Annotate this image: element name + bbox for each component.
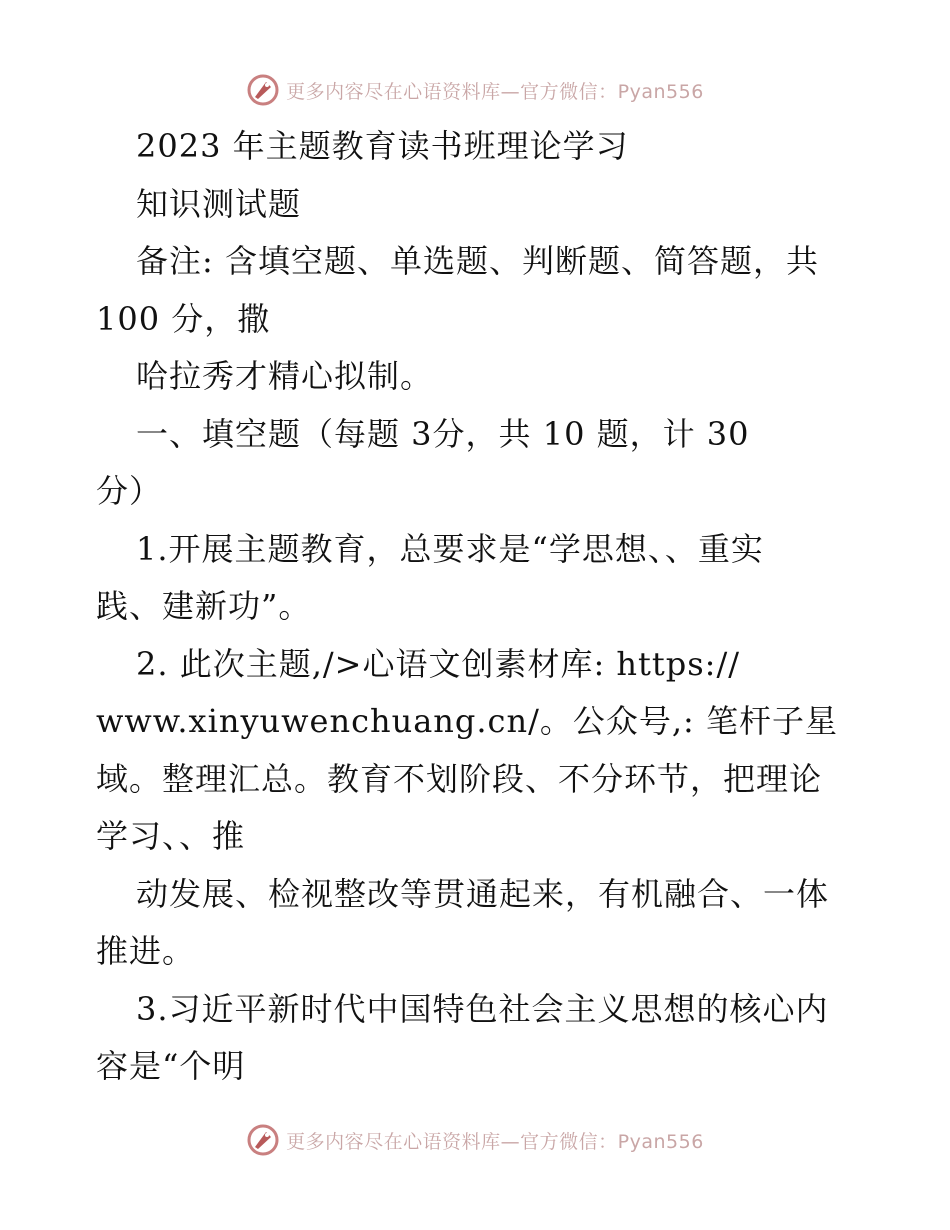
section-heading-line-1: 一、填空题（每题 3分，共 10 题，计 30	[136, 414, 750, 453]
title-line-2: 知识测试题	[136, 184, 302, 223]
pen-nib-logo-icon	[246, 73, 280, 107]
document-body	[96, 118, 856, 1096]
question-3-line-1: 3.习近平新时代中国特色社会主义思想的核心内	[136, 989, 829, 1028]
footer-watermark	[0, 1120, 950, 1160]
watermark-text: 更多内容尽在心语资料库—官方微信：Pyan556	[286, 1130, 704, 1153]
note-line-3: 哈拉秀才精心拟制。	[136, 357, 434, 395]
question-2-line-3: 域。整理汇总。教育不划阶段、不分环节，把理论	[96, 759, 823, 798]
question-2-line-6: 推进。	[96, 932, 196, 970]
title-line-1: 2023 年主题教育读书班理论学习	[136, 127, 629, 165]
pen-nib-logo-icon	[246, 1123, 280, 1157]
note-line-2: 100 分，撒	[96, 299, 271, 338]
question-3-line-2: 容是“个明	[96, 1047, 246, 1085]
header-watermark	[0, 70, 950, 110]
section-heading-line-2: 分）	[96, 472, 163, 510]
question-1-line-1: 1.开展主题教育，总要求是“学思想、、重实	[136, 529, 764, 568]
note-line-1: 备注: 含填空题、单选题、判断题、简答题，共	[136, 242, 819, 280]
watermark-text: 更多内容尽在心语资料库—官方微信：Pyan556	[286, 80, 704, 103]
question-2-line-1: 2. 此次主题,/>心语文创素材库: https://	[136, 644, 741, 683]
question-1-line-2: 践、建新功”。	[96, 587, 312, 625]
question-2-line-5: 动发展、检视整改等贯通起来，有机融合、一体	[136, 874, 830, 913]
question-2-line-2: www.xinyuwenchuang.cn/。公众号,: 笔杆子星	[96, 702, 838, 740]
question-2-line-4: 学习、、推	[96, 817, 246, 855]
